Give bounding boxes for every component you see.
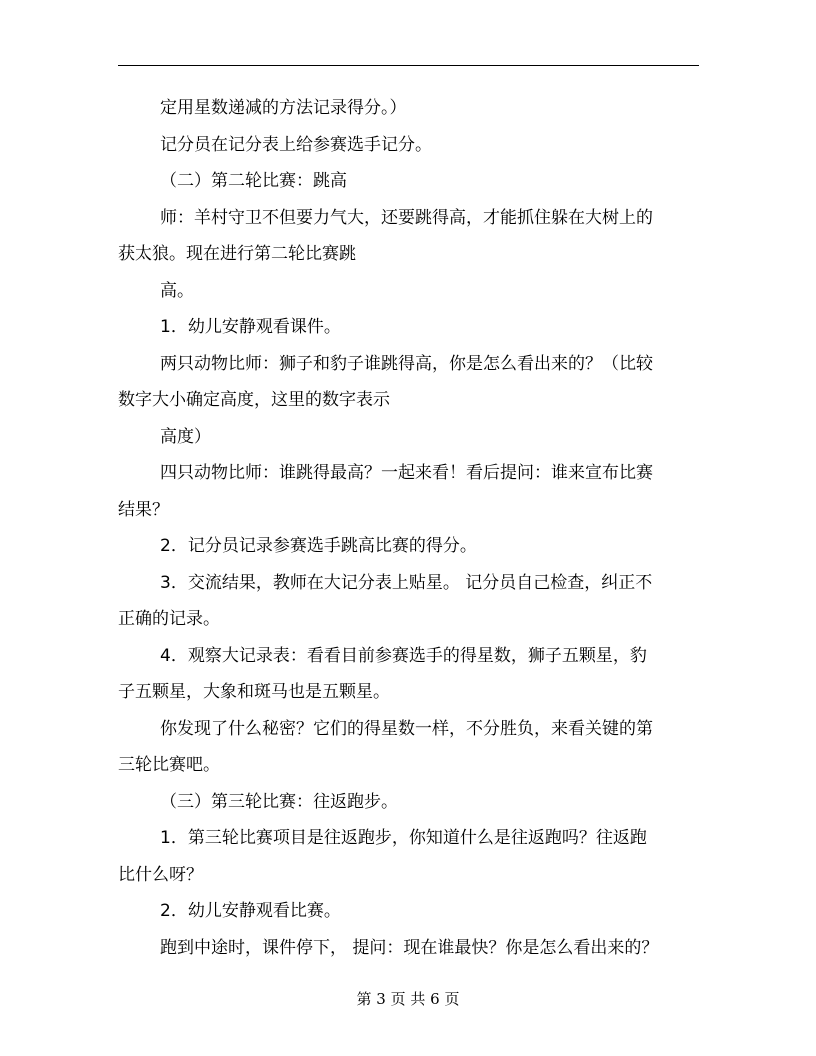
- paragraph-line: 四只动物比师：谁跳得最高？一起来看！看后提问：谁来宣布比赛: [160, 463, 653, 483]
- paragraph-line: 1．第三轮比赛项目是往返跑步，你知道什么是往返跑吗？往返跑: [160, 828, 647, 848]
- paragraph-line: 定用星数递减的方法记录得分。）: [160, 98, 407, 118]
- document-body: [118, 90, 703, 966]
- paragraph-line: 2．幼儿安静观看比赛。: [160, 901, 341, 921]
- paragraph-line: 1．幼儿安静观看课件。: [160, 317, 341, 337]
- paragraph-line: 2．记分员记录参赛选手跳高比赛的得分。: [160, 536, 477, 556]
- paragraph-line: 结果？: [118, 499, 169, 520]
- paragraph-line: 跑到中途时，课件停下， 提问：现在谁最快？你是怎么看出来的？: [160, 937, 659, 958]
- paragraph-line: 正确的记录。: [118, 609, 220, 629]
- page-number: 第 3 页 共 6 页: [356, 990, 460, 1008]
- paragraph-line: 3．交流结果，教师在大记分表上贴星。 记分员自己检查，纠正不: [160, 572, 653, 593]
- paragraph-line: 两只动物比师：狮子和豹子谁跳得高，你是怎么看出来的？（比较: [160, 353, 653, 374]
- paragraph-line: 获太狼。现在进行第二轮比赛跳: [118, 244, 356, 264]
- header-rule: [118, 65, 699, 66]
- paragraph-line: 师：羊村守卫不但要力气大，还要跳得高，才能抓住躲在大树上的: [160, 207, 653, 228]
- paragraph-line: 数字大小确定高度，这里的数字表示: [118, 390, 390, 410]
- paragraph-line: 你发现了什么秘密？它们的得星数一样，不分胜负，来看关键的第: [160, 718, 653, 739]
- paragraph-line: 三轮比赛吧。: [118, 755, 220, 775]
- paragraph-line: （三）第三轮比赛：往返跑步。: [160, 791, 398, 812]
- paragraph-line: 高度）: [160, 426, 211, 447]
- paragraph-line: 高。: [160, 280, 194, 301]
- paragraph-line: 记分员在记分表上给参赛选手记分。: [160, 134, 432, 155]
- paragraph-line: （二）第二轮比赛：跳高: [160, 171, 347, 191]
- paragraph-line: 4．观察大记录表：看看目前参赛选手的得星数，狮子五颗星，豹: [160, 645, 647, 666]
- paragraph-line: 子五颗星，大象和斑马也是五颗星。: [118, 682, 390, 702]
- paragraph-line: 比什么呀？: [118, 864, 203, 885]
